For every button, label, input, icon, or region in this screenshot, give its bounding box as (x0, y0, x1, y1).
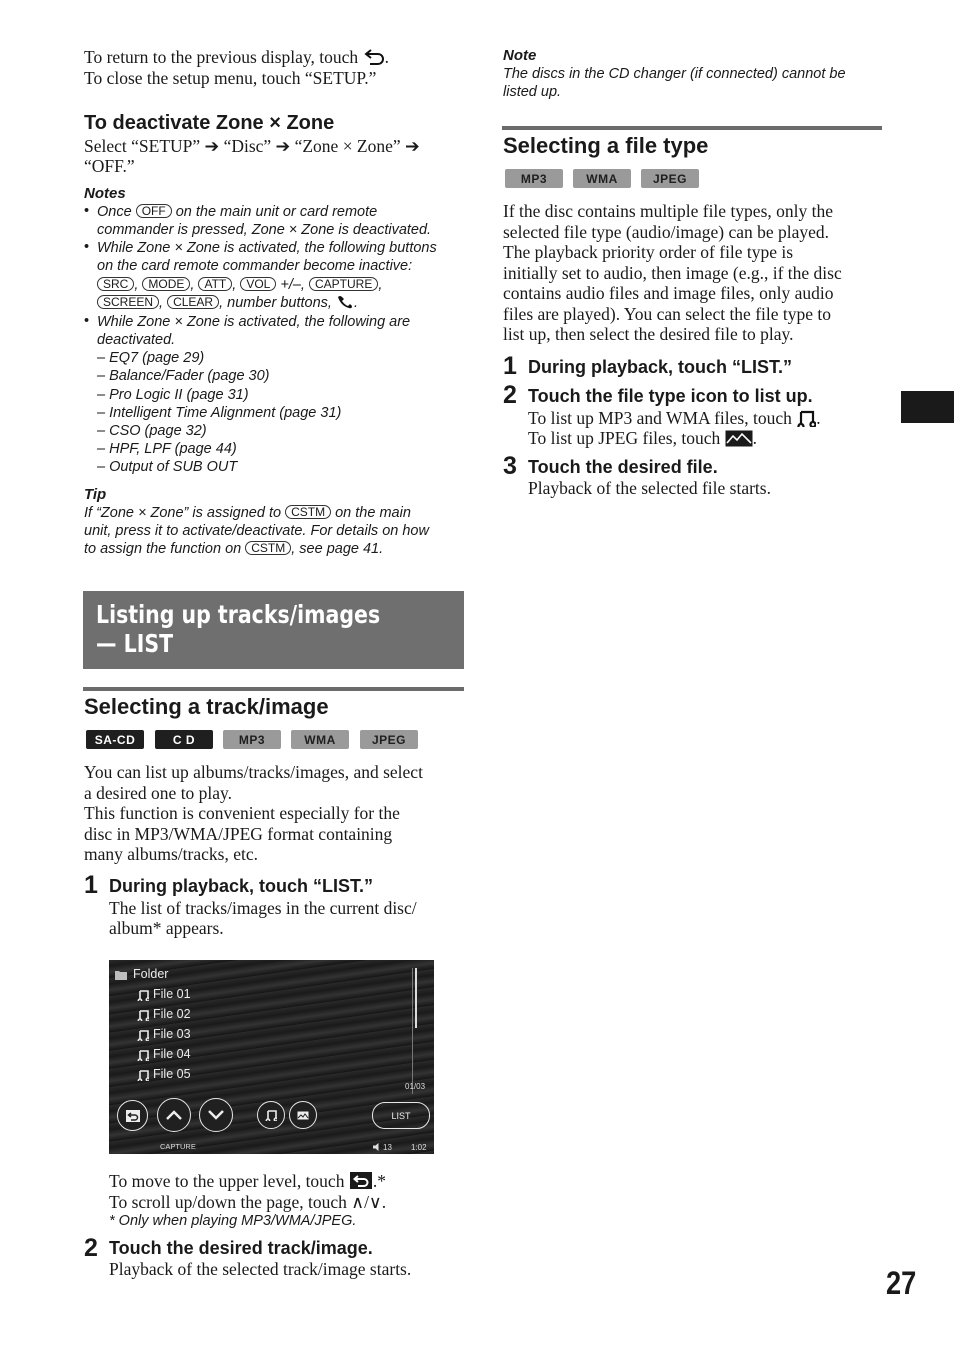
list-screen-illustration (109, 960, 434, 1154)
volume-level: 13 (383, 1143, 392, 1152)
music-note-icon (137, 1069, 149, 1081)
step-title: Touch the file type icon to list up. (528, 386, 813, 406)
step-number: 2 (84, 1234, 98, 1262)
banner-title-line-2: — LIST (96, 629, 174, 658)
after-line-1-text: To move to the upper level, touch (109, 1171, 349, 1191)
audio-type-button (257, 1101, 285, 1129)
note-title: Note (503, 47, 537, 64)
tip-line-3-a: to assign the function on (84, 541, 246, 557)
step-body-end: . (816, 408, 821, 428)
paragraph-line: If the disc contains multiple file types, only the (503, 201, 833, 221)
key-mode: MODE (142, 277, 190, 291)
step-body-line: Playback of the selected track/image starts. (109, 1259, 412, 1279)
note-2-line-2: on the card remote commander become inactive: (97, 258, 413, 274)
badge-mp3: MP3 (223, 730, 281, 749)
step-body-text: To list up MP3 and WMA files, touch (528, 408, 797, 428)
paragraph-line: files are played). You can select the file type to (503, 303, 832, 324)
badge-jpeg: JPEG (641, 169, 699, 188)
note-2-line-1: While Zone × Zone is activated, the following buttons (97, 240, 437, 256)
step-body-line (528, 408, 821, 429)
bullet: • (84, 203, 90, 219)
scroll-up-button (157, 1098, 191, 1132)
section-paragraph (84, 762, 423, 865)
note-2-keys-line-2: SCREEN , CLEAR , number buttons, . (97, 294, 358, 312)
after-screen-line-1 (109, 1171, 386, 1192)
note-1-line-2: commander is pressed, Zone × Zone is deactivated. (97, 222, 432, 238)
phone-hook-icon (336, 294, 354, 310)
step-body-line: The list of tracks/images in the current disc/ (109, 898, 417, 918)
note-1-b: on the main unit or card remote (171, 204, 378, 220)
tip-line-2: unit, press it to activate/deactivate. For details on how (84, 523, 429, 539)
paragraph-line: This function is convenient especially for the (84, 803, 400, 823)
step-number: 3 (503, 452, 517, 480)
music-note-icon (137, 1029, 149, 1041)
deactivated-list-item: – HPF, LPF (page 44) (97, 441, 237, 457)
note-2-keys-line-1: SRC , MODE , ATT , VOL +/–, CAPTURE , (97, 276, 382, 294)
step-title: Touch the desired file. (528, 457, 718, 477)
section-rule (83, 687, 464, 691)
key-capture: CAPTURE (309, 277, 378, 291)
paragraph-line: contains audio files and image files, only audio (503, 283, 834, 303)
key-vol: VOL (240, 277, 276, 291)
badge-sa-cd: SA-CD (86, 730, 144, 749)
step-number: 1 (503, 352, 517, 380)
list-button: LIST (372, 1102, 430, 1129)
music-note-icon (137, 989, 149, 1001)
paragraph-line: list up, then select the desired file to play. (503, 324, 794, 344)
banner-title (96, 600, 380, 658)
badge-wma: WMA (291, 730, 349, 749)
key-att: ATT (198, 277, 232, 291)
paragraph-line: many albums/tracks, etc. (84, 844, 258, 864)
step-body-line: Playback of the selected file starts. (528, 478, 771, 498)
note-line: The discs in the CD changer (if connected) cannot be (503, 66, 846, 82)
paragraph-line: The playback priority order of file type is (503, 242, 794, 262)
chevron-up-icon (165, 1109, 183, 1121)
music-note-icon (137, 1049, 149, 1061)
paragraph-line: You can list up albums/tracks/images, and select (84, 762, 423, 782)
tip-line-1-b: on the main (331, 505, 411, 521)
key-screen: SCREEN (97, 295, 159, 309)
tip-line-1-a: If “Zone × Zone” is assigned to (84, 505, 286, 521)
banner-title-line-1: Listing up tracks/images (96, 600, 381, 629)
deactivated-list-item: – Intelligent Time Alignment (page 31) (97, 405, 342, 421)
badge-cd: C D (155, 730, 213, 749)
notes-title: Notes (84, 185, 126, 202)
capture-label: CAPTURE (160, 1142, 196, 1151)
step-title: During playback, touch “LIST.” (109, 876, 374, 896)
music-note-icon (137, 1009, 149, 1021)
after-line-1-end: .* (372, 1171, 386, 1191)
step-title: Touch the desired track/image. (109, 1238, 373, 1258)
step-body-line (528, 428, 757, 449)
deactivated-list-item: – Output of SUB OUT (97, 459, 238, 475)
deactivated-list-item: – CSO (page 32) (97, 423, 207, 439)
intro-line-1-text: To return to the previous display, touch (84, 47, 363, 67)
image-icon (725, 430, 753, 447)
step-body-text: To list up JPEG files, touch (528, 428, 725, 448)
scroll-down-button (199, 1098, 233, 1132)
file-row: File 04 (153, 1047, 191, 1061)
badge-mp3: MP3 (505, 169, 563, 188)
back-arrow-icon (363, 48, 385, 66)
deactivated-list-item: – EQ7 (page 29) (97, 350, 205, 366)
chevron-down-icon (207, 1109, 225, 1121)
note-1-line-1 (97, 203, 377, 221)
intro-line-1-end: . (384, 47, 389, 67)
paragraph-line: a desired one to play. (84, 782, 233, 803)
note-2-tail: , number buttons, (219, 295, 332, 311)
tip-title: Tip (84, 486, 107, 503)
music-note-icon (796, 409, 816, 427)
chapter-tab-marker (901, 391, 954, 423)
step-title: During playback, touch “LIST.” (528, 357, 793, 377)
section-heading-track-image: Selecting a track/image (84, 694, 329, 719)
deactivated-list-item: – Balance/Fader (page 30) (97, 368, 270, 384)
after-screen-line-2: To scroll up/down the page, touch ∧/∨. (109, 1192, 387, 1212)
key-off: OFF (136, 204, 172, 218)
page-number: 27 (886, 1265, 917, 1301)
deactivate-heading: To deactivate Zone × Zone (84, 112, 335, 134)
step-body-line: album* appears. (109, 918, 224, 938)
key-cstm: CSTM (285, 505, 331, 519)
intro-line-2: To close the setup menu, touch “SETUP.” (84, 68, 377, 88)
key-clear: CLEAR (167, 295, 219, 309)
footnote: * Only when playing MP3/WMA/JPEG. (109, 1213, 357, 1229)
tip-line-3-b: , see page 41. (291, 541, 384, 557)
section-rule (502, 126, 882, 130)
file-row: File 01 (153, 987, 191, 1001)
note-3-line-1: While Zone × Zone is activated, the following are (97, 314, 411, 330)
section-heading-file-type: Selecting a file type (503, 133, 709, 158)
file-row: File 05 (153, 1067, 191, 1081)
scroll-track (412, 968, 413, 1094)
folder-icon (115, 970, 127, 980)
page-counter: 01/03 (405, 1082, 426, 1091)
note-3-line-2: deactivated. (97, 332, 176, 348)
volume-icon (373, 1143, 381, 1151)
bullet: • (84, 313, 90, 329)
step-number: 2 (503, 381, 517, 409)
bullet: • (84, 239, 90, 255)
note-1-a: Once (97, 204, 136, 220)
file-row: File 03 (153, 1027, 191, 1041)
paragraph-line: initially set to audio, then image (e.g., if the disc (503, 262, 842, 283)
deactivate-line-2: “OFF.” (84, 156, 135, 176)
key-cstm: CSTM (245, 541, 291, 555)
folder-row: Folder (133, 967, 169, 981)
paragraph-line: selected file type (audio/image) can be played. (503, 221, 830, 242)
step-number: 1 (84, 871, 98, 899)
deactivated-list-item: – Pro Logic II (page 31) (97, 387, 249, 403)
back-folder-icon (125, 1109, 141, 1123)
file-type-paragraph (503, 201, 842, 345)
upper-level-button (117, 1100, 148, 1131)
badge-jpeg: JPEG (360, 730, 418, 749)
scroll-indicator (415, 968, 417, 1028)
note-line: listed up. (503, 84, 562, 100)
plus-minus-text: +/–, (280, 277, 305, 293)
music-note-icon (265, 1109, 277, 1121)
step-body-end: . (752, 428, 757, 448)
section-banner (83, 591, 464, 669)
tip-line-3 (84, 540, 383, 558)
elapsed-time: 1:02 (411, 1143, 427, 1152)
paragraph-line: disc in MP3/WMA/JPEG format containing (84, 823, 393, 844)
back-folder-icon (349, 1171, 373, 1190)
file-row: File 02 (153, 1007, 191, 1021)
image-type-button (289, 1101, 317, 1129)
tip-line-1 (84, 504, 411, 522)
badge-wma: WMA (573, 169, 631, 188)
intro-line-1 (84, 47, 389, 68)
deactivate-line-1: Select “SETUP” ➔ “Disc” ➔ “Zone × Zone” ➔ (84, 136, 420, 156)
key-src: SRC (97, 277, 134, 291)
image-icon (297, 1111, 309, 1120)
